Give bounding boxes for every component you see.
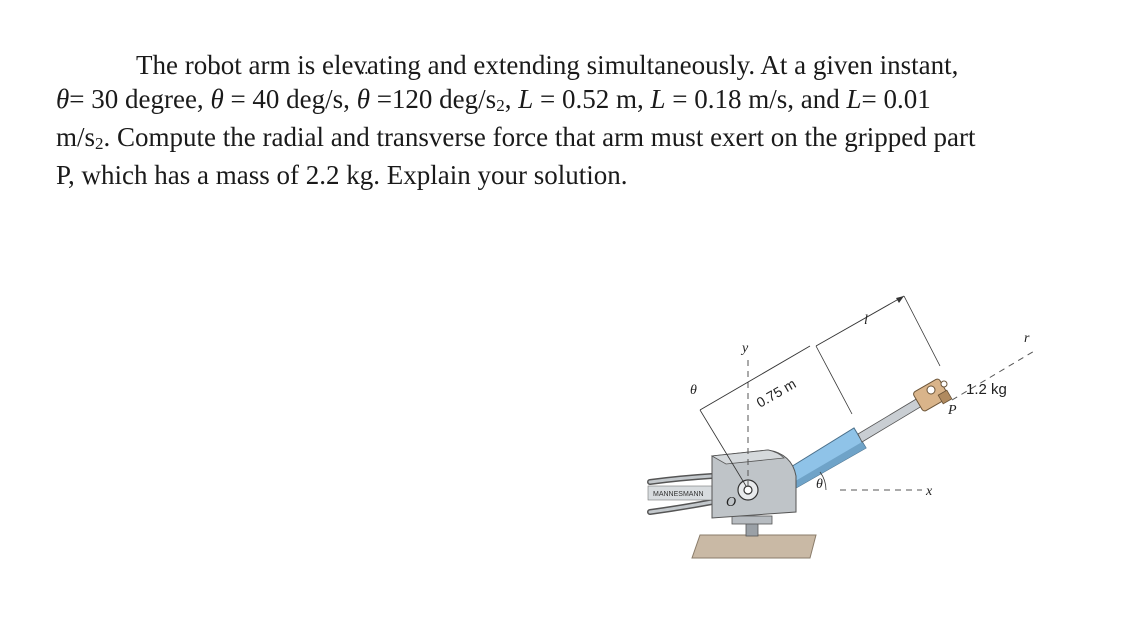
l-dot-symbol: ˙ L — [650, 82, 665, 116]
r-axis-label: r — [1024, 331, 1030, 346]
extension-rod — [858, 398, 922, 442]
arm-tube — [786, 428, 866, 488]
y-axis-label: y — [742, 341, 749, 356]
origin-label: O — [726, 495, 737, 510]
l-ddot-symbol: ¨ L — [846, 82, 861, 116]
base-label: MANNESMANN — [653, 491, 704, 498]
theta-symbol: θ — [56, 84, 70, 114]
theta-value: = 30 degree, — [69, 84, 204, 114]
mass-label: 1.2 kg — [966, 381, 1007, 398]
problem-line-4: P, which has a mass of 2.2 kg. Explain your solution. — [56, 160, 628, 190]
theta-ddot-squared: 2 — [496, 96, 505, 115]
line3-squared: 2 — [95, 134, 104, 153]
dim-label-l: l — [864, 313, 868, 328]
problem-line-3 — [56, 120, 1046, 158]
cable-lower-inner — [650, 502, 712, 512]
l-symbol: L — [518, 84, 534, 114]
l-value: = 0.52 m, — [533, 84, 644, 114]
dim-arrow-l — [896, 296, 904, 303]
theta-top-label: θ — [690, 383, 697, 398]
problem-line-1: The robot arm is elevating and extending simultaneously. At a given instant, — [136, 50, 959, 80]
theta-bottom-label: θ — [816, 477, 823, 492]
line3-rest: . Compute the radial and transverse force that arm must exert on the gripped part — [103, 122, 976, 152]
robot-arm-figure — [600, 290, 1040, 580]
problem-statement — [56, 48, 1046, 192]
problem-line-2: θ= 30 degree, ˙ θ = 40 deg/s, ¨ θ =120 deg/s2, L = 0.52 m, ˙ L = 0.18 m/s, and ¨ L= 0.01 — [56, 82, 1046, 120]
theta-ddot-value: =120 deg/s — [369, 84, 497, 114]
theta-dot-symbol: ˙ θ — [210, 82, 223, 116]
l-ddot-value: = 0.01 — [861, 84, 931, 114]
line3-unit: m/s — [56, 122, 96, 152]
l-dot-value: = 0.18 m/s, and — [665, 84, 840, 114]
dim-extension-mid — [816, 346, 852, 414]
stand-flange — [732, 516, 772, 524]
dim-label-075: 0.75 m — [753, 375, 799, 411]
x-axis-label: x — [926, 484, 933, 499]
theta-dot-value: = 40 deg/s, — [223, 84, 350, 114]
point-p-label: P — [948, 403, 957, 418]
dim-line-l — [816, 296, 904, 346]
dim-extension-right — [904, 296, 940, 366]
pedestal — [692, 535, 816, 558]
theta-ddot-symbol: ¨ θ — [357, 82, 370, 116]
